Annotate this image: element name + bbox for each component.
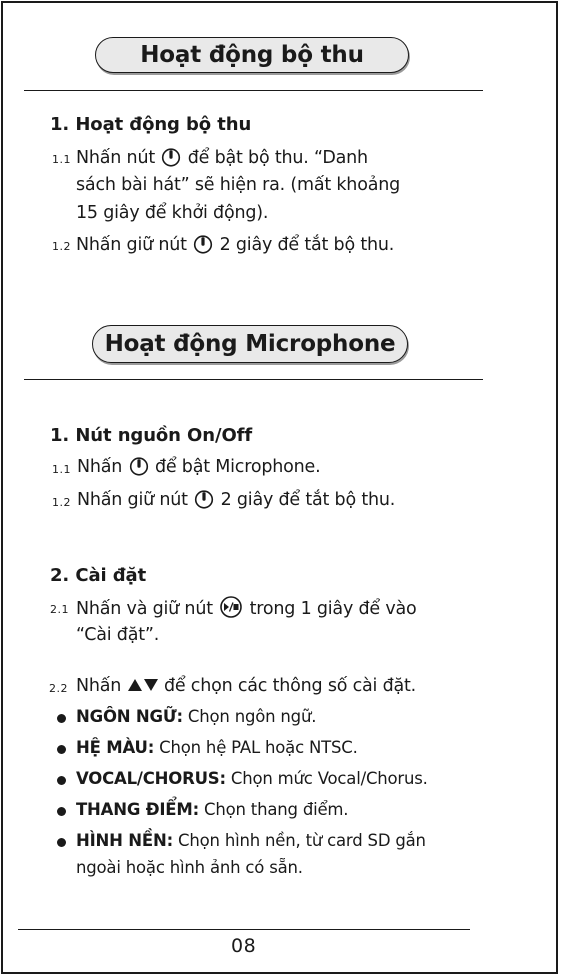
section-banner-receiver [95,37,409,73]
step-text-a: Nhấn giữ nút [77,490,188,510]
step-text-line2: “Cài đặt”. [76,625,160,645]
step-text-line3: 15 giây để khởi động). [76,203,269,223]
heading-power-button [50,425,252,446]
step-number: 1.2 [52,240,71,253]
bullet-label: VOCAL/CHORUS: [76,769,226,788]
step-number: 1.1 [52,463,71,476]
step-text [77,456,320,477]
bullet-item [76,831,426,850]
section-banner-microphone [92,325,408,363]
banner-title: Hoạt động bộ thu [140,42,364,68]
step-number: 2.2 [49,682,68,695]
step-text-b: 2 giây để tắt bộ thu. [220,490,396,510]
banner-title: Hoạt động Microphone [104,331,396,357]
step-text-a: Nhấn [77,457,123,477]
heading-text: Cài đặt [75,565,147,586]
triangle-down-icon [143,678,159,692]
step-text-b: trong 1 giây để vào [249,599,417,619]
bullet-dot [57,838,66,847]
step-text-a: Nhấn nút [76,148,156,168]
heading-text: Hoạt động bộ thu [75,114,252,135]
play-stop-icon [219,596,243,618]
step-text-line2: sách bài hát” sẽ hiện ra. (mất khoảng [76,175,401,195]
bullet-label: THANG ĐIỂM: [76,800,199,819]
power-icon [161,147,181,167]
step-text-a: Nhấn giữ nút [76,235,187,255]
step-text [77,489,395,510]
bullet-dot [57,745,66,754]
heading-number: 1. [50,425,70,446]
bullet-label: HÌNH NỀN: [76,831,173,850]
step-text-a: Nhấn và giữ nút [76,599,213,619]
bullet-item [76,769,428,788]
bullet-dot [57,776,66,785]
step-text-b: để bật bộ thu. “Danh [187,148,368,168]
step-number: 2.1 [50,603,69,616]
triangle-up-icon [127,678,143,692]
bullet-label: HỆ MÀU: [76,738,155,757]
step-text-b: 2 giây để tắt bộ thu. [219,235,395,255]
divider [24,90,483,91]
heading-settings [50,565,146,586]
divider [24,379,483,380]
step-text-a: Nhấn [76,676,122,696]
bullet-dot [57,807,66,816]
step-text [76,147,368,168]
bullet-text-line2: ngoài hoặc hình ảnh có sẵn. [76,858,303,877]
step-text [76,234,394,255]
bullet-text: Chọn hình nền, từ card SD gắn [173,831,426,850]
bullet-dot [57,714,66,723]
step-number: 1.1 [52,153,71,166]
power-icon [193,234,213,254]
step-text-b: để bật Microphone. [154,457,321,477]
heading-receiver [50,114,251,135]
step-text-b: để chọn các thông số cài đặt. [163,676,417,696]
step-number: 1.2 [52,496,71,509]
bullet-text: Chọn mức Vocal/Chorus. [225,769,428,788]
page-number: 08 [231,935,257,957]
bullet-text: Chọn thang điểm. [198,800,349,819]
heading-number: 1. [50,114,70,135]
bullet-label: NGÔN NGỮ: [76,707,183,726]
step-text [76,676,416,696]
bullet-item [76,707,316,726]
bullet-item [76,738,358,757]
heading-text: Nút nguồn On/Off [75,425,253,446]
bullet-item [76,800,348,819]
power-icon [194,489,214,509]
heading-number: 2. [50,565,70,586]
bullet-text: Chọn hệ PAL hoặc NTSC. [154,738,358,757]
step-text [76,596,417,619]
footer-divider [18,929,470,930]
bullet-text: Chọn ngôn ngữ. [182,707,317,726]
power-icon [129,456,149,476]
